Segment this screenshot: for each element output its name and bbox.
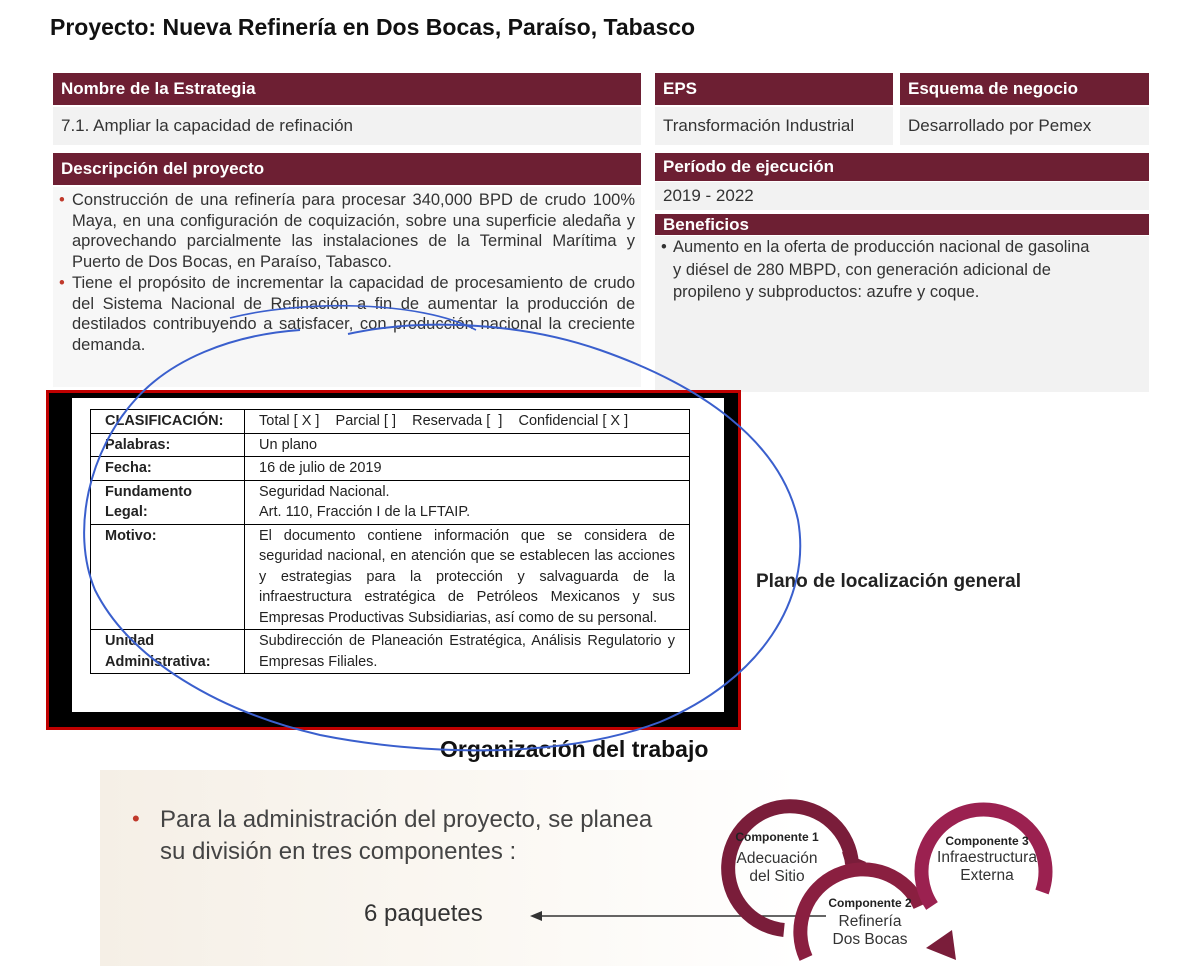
fundamento-value: Seguridad Nacional. Art. 110, Fracción I de la LFTAIP. bbox=[245, 480, 690, 524]
motivo-value: El documento contiene información que se considera de seguridad nacional, en atención que se establecen las acciones y estrategias para la protección y salvaguarda de la infraestructura estratégica de Petróleos Mexicanos y sus Empresas Productivas Subsidiarias, así como de su personal. bbox=[245, 524, 690, 630]
bullet-dot-icon: • bbox=[59, 274, 65, 292]
descripcion-label: Descripción del proyecto bbox=[61, 159, 265, 178]
esquema-value-cell bbox=[900, 107, 1149, 145]
fecha-key: Fecha: bbox=[91, 457, 245, 481]
periodo-value: 2019 - 2022 bbox=[663, 186, 754, 205]
bullet-dot-icon: • bbox=[132, 806, 140, 831]
paquetes-label: 6 paquetes bbox=[364, 900, 483, 927]
estrategia-header bbox=[53, 73, 641, 105]
beneficios-body bbox=[655, 236, 1149, 392]
fecha-value: 16 de julio de 2019 bbox=[245, 457, 690, 481]
eps-value-cell bbox=[655, 107, 893, 145]
componente-1-line-2: del Sitio bbox=[749, 868, 805, 885]
componente-1 bbox=[712, 830, 842, 886]
periodo-value-cell bbox=[655, 182, 1149, 210]
componente-2-title: Componente 2 bbox=[828, 896, 912, 910]
estrategia-label: Nombre de la Estrategia bbox=[61, 79, 256, 98]
componente-1-line-1: Adecuación bbox=[736, 850, 818, 867]
table-row bbox=[91, 524, 690, 630]
motivo-key: Motivo: bbox=[91, 524, 245, 630]
organizacion-title: Organización del trabajo bbox=[440, 736, 709, 762]
classification-key: CLASIFICACIÓN: bbox=[91, 410, 245, 434]
componente-3-line-1: Infraestructura bbox=[937, 849, 1037, 866]
componente-3-title: Componente 3 bbox=[945, 834, 1029, 848]
componente-1-title: Componente 1 bbox=[735, 830, 819, 844]
periodo-header bbox=[655, 153, 1149, 181]
eps-value: Transformación Industrial bbox=[663, 116, 855, 135]
componente-2-line-1: Refinería bbox=[838, 913, 902, 930]
bullet-dot-icon: • bbox=[661, 238, 667, 256]
esquema-label: Esquema de negocio bbox=[908, 79, 1079, 98]
table-row bbox=[91, 410, 690, 434]
descripcion-bullet-1: • Construcción de una refinería para procesar 340,000 BPD de crudo 100% Maya, en una configuración de coquización, sobre una superficie aledaña y aprovechando parcialmente las instalaciones de la Terminal Marítima y Puerto de Dos Bocas, en Paraíso, Tabasco. bbox=[59, 191, 635, 271]
unidad-value: Subdirección de Planeación Estratégica, Análisis Regulatorio y Empresas Filiales. bbox=[245, 630, 690, 674]
periodo-label: Período de ejecución bbox=[663, 157, 834, 176]
beneficios-header bbox=[655, 214, 1149, 235]
descripcion-bullet-2: • Tiene el propósito de incrementar la capacidad de procesamiento de crudo del Sistema Nacional de Refinación a fin de aumentar la producción de destilados contribuyendo a satisfacer, con producción nacional la creciente demanda. bbox=[59, 274, 635, 354]
plano-label: Plano de localización general bbox=[756, 571, 1022, 592]
estrategia-value-cell bbox=[53, 107, 641, 145]
bullet-dot-icon: • bbox=[59, 191, 65, 209]
esquema-header bbox=[900, 73, 1149, 105]
classification-value: Total [ X ] Parcial [ ] Reservada [ ] Confidencial [ X ] bbox=[245, 410, 690, 434]
beneficios-bullet-1: • Aumento en la oferta de producción nacional de gasolina y diésel de 280 MBPD, con generación adicional de propileno y subproductos: azufre y coque. bbox=[661, 238, 1090, 301]
page-title: Proyecto: Nueva Refinería en Dos Bocas, Paraíso, Tabasco bbox=[50, 14, 696, 40]
descripcion-body bbox=[53, 187, 641, 387]
descripcion-header bbox=[53, 153, 641, 185]
table-row bbox=[91, 480, 690, 524]
eps-header bbox=[655, 73, 893, 105]
palabras-key: Palabras: bbox=[91, 433, 245, 457]
componente-2 bbox=[810, 896, 930, 949]
fundamento-key: Fundamento Legal: bbox=[91, 480, 245, 524]
componente-3-line-2: Externa bbox=[960, 867, 1014, 884]
palabras-value: Un plano bbox=[245, 433, 690, 457]
table-row bbox=[91, 630, 690, 674]
organizacion-bullet: Para la administración del proyecto, se planea su división en tres componentes : bbox=[160, 806, 653, 865]
classification-table bbox=[90, 409, 690, 674]
table-row bbox=[91, 457, 690, 481]
componente-2-line-2: Dos Bocas bbox=[832, 931, 908, 948]
beneficios-label: Beneficios bbox=[663, 214, 749, 234]
eps-label: EPS bbox=[663, 79, 698, 98]
unidad-key: Unidad Administrativa: bbox=[91, 630, 245, 674]
componente-3 bbox=[922, 834, 1052, 885]
esquema-value: Desarrollado por Pemex bbox=[908, 116, 1092, 135]
estrategia-value: 7.1. Ampliar la capacidad de refinación bbox=[61, 116, 354, 135]
table-row bbox=[91, 433, 690, 457]
